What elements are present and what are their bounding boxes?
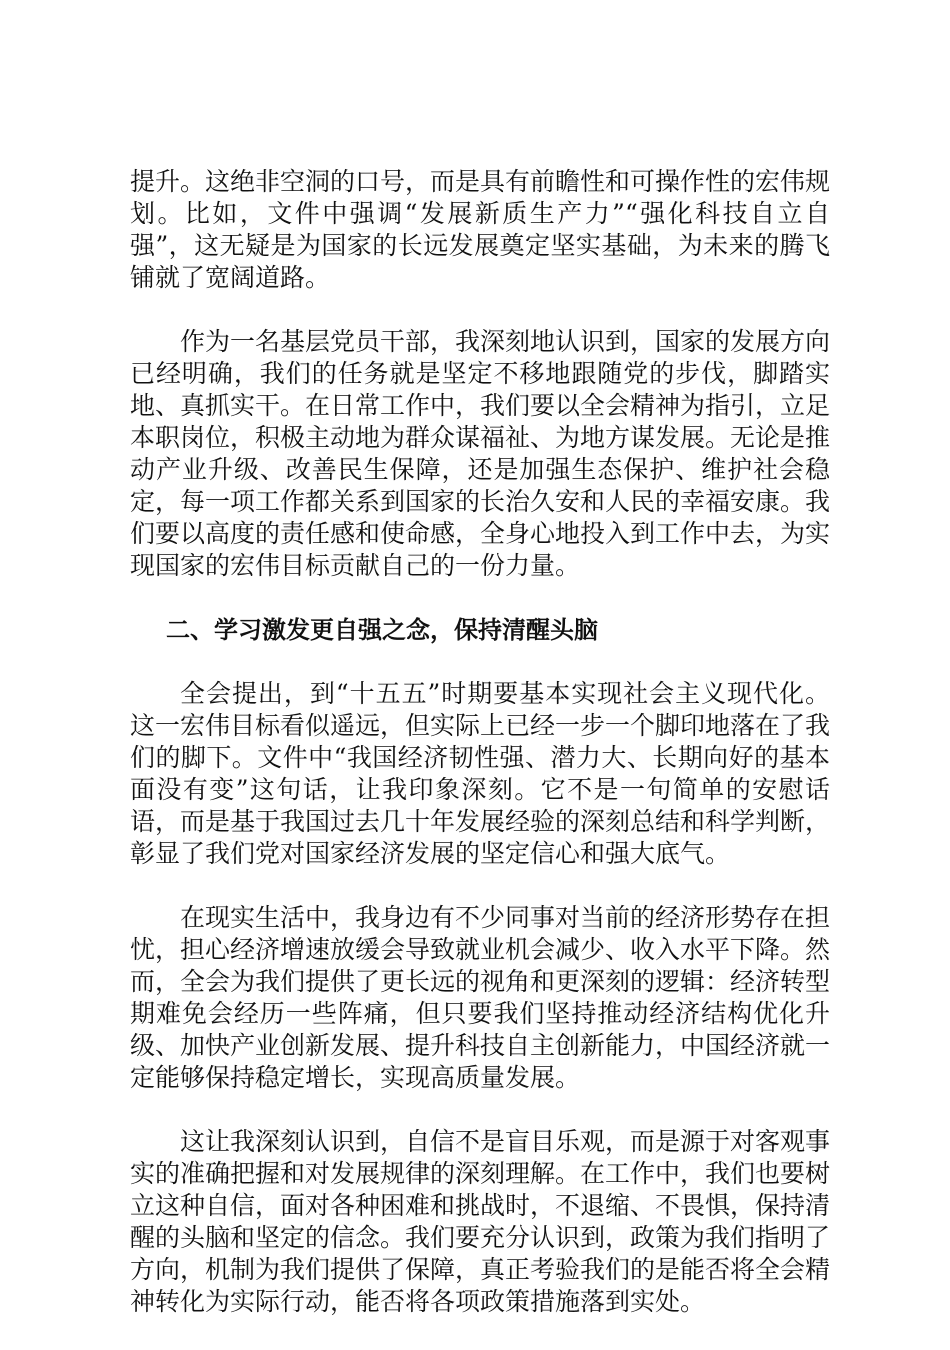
paragraph-5: 这让我深刻认识到，自信不是盲目乐观，而是源于对客观事实的准确把握和对发展规律的深刻理解。在工作中，我们也要树立这种自信，面对各种困难和挑战时，不退缩、不畏惧，保持清醒的头脑和坚定的信念。我们要充分认识到，政策为我们指明了方向，机制为我们提供了保障，真正考验我们的是能否将全会精神转化为实际行动，能否将各项政策措施落到实处。: [130, 1127, 831, 1316]
paragraph-1: 提升。这绝非空洞的口号，而是具有前瞻性和可操作性的宏伟规划。比如，文件中强调“发展新质生产力”“强化科技自立自强”，这无疑是为国家的长远发展奠定坚实基础，为未来的腾飞铺就了宽阔道路。: [130, 167, 831, 292]
document-body: [130, 166, 830, 1350]
section-heading-2: 二、学习激发更自强之念，保持清醒头脑: [166, 616, 598, 644]
paragraph-4: 在现实生活中，我身边有不少同事对当前的经济形势存在担忧，担心经济增速放缓会导致就业机会减少、收入水平下降。然而，全会为我们提供了更长远的视角和更深刻的逻辑：经济转型期难免会经历一些阵痛，但只要我们坚持推动经济结构优化升级、加快产业创新发展、提升科技自主创新能力，中国经济就一定能够保持稳定增长，实现高质量发展。: [130, 903, 831, 1092]
paragraph-3: 全会提出，到“十五五”时期要基本实现社会主义现代化。这一宏伟目标看似遥远，但实际上已经一步一个脚印地落在了我们的脚下。文件中“我国经济韧性强、潜力大、长期向好的基本面没有变”这句话，让我印象深刻。它不是一句简单的安慰话语，而是基于我国过去几十年发展经验的深刻总结和科学判断，彰显了我们党对国家经济发展的坚定信心和强大底气。: [130, 679, 831, 868]
paragraph-2: 作为一名基层党员干部，我深刻地认识到，国家的发展方向已经明确，我们的任务就是坚定不移地跟随党的步伐，脚踏实地、真抓实干。在日常工作中，我们要以全会精神为指引，立足本职岗位，积极主动地为群众谋福祉、为地方谋发展。无论是推动产业升级、改善民生保障，还是加强生态保护、维护社会稳定，每一项工作都关系到国家的长治久安和人民的幸福安康。我们要以高度的责任感和使命感，全身心地投入到工作中去，为实现国家的宏伟目标贡献自己的一份力量。: [130, 327, 831, 580]
